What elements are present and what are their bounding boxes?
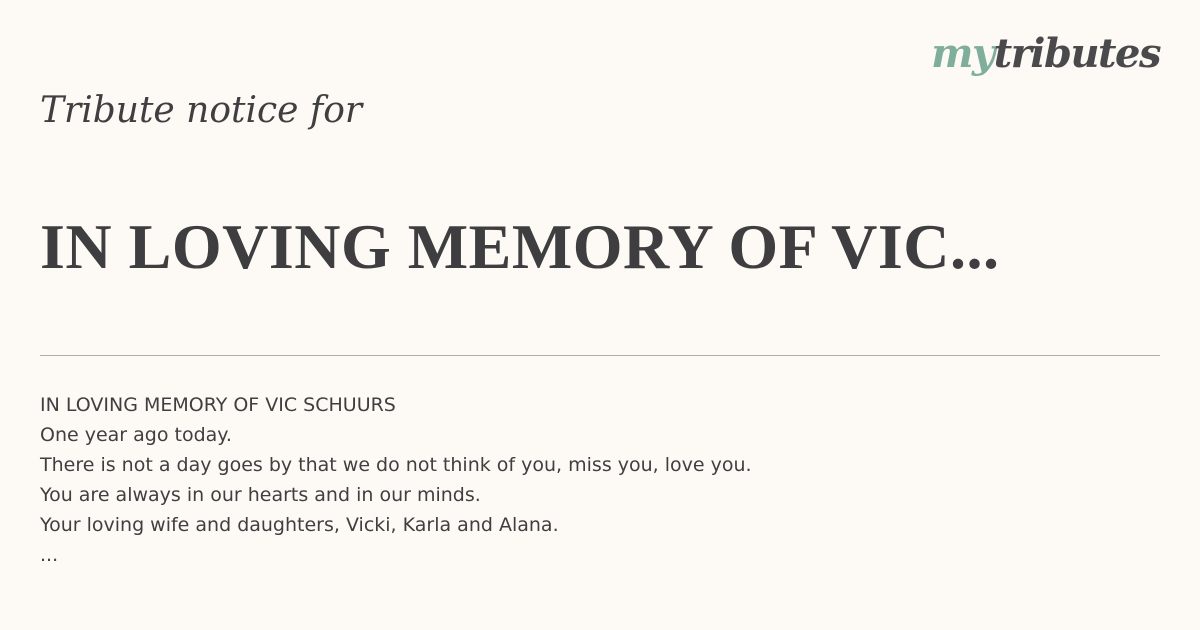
logo-text-my: my <box>931 30 994 77</box>
tribute-notice-body <box>40 390 1160 570</box>
logo-text-tributes: tributes <box>993 30 1160 77</box>
tribute-title: IN LOVING MEMORY OF VIC... <box>40 212 1000 282</box>
section-divider <box>40 355 1160 356</box>
tribute-notice-kicker: Tribute notice for <box>40 90 363 131</box>
notice-line: There is not a day goes by that we do not think of you, miss you, love you. <box>40 454 752 476</box>
mytributes-logo <box>931 30 1160 77</box>
notice-line: IN LOVING MEMORY OF VIC SCHUURS <box>40 394 396 416</box>
notice-ellipsis: ... <box>40 544 59 566</box>
notice-line: Your loving wife and daughters, Vicki, Karla and Alana. <box>40 514 559 536</box>
notice-line: One year ago today. <box>40 424 232 446</box>
notice-line: You are always in our hearts and in our minds. <box>40 484 481 506</box>
